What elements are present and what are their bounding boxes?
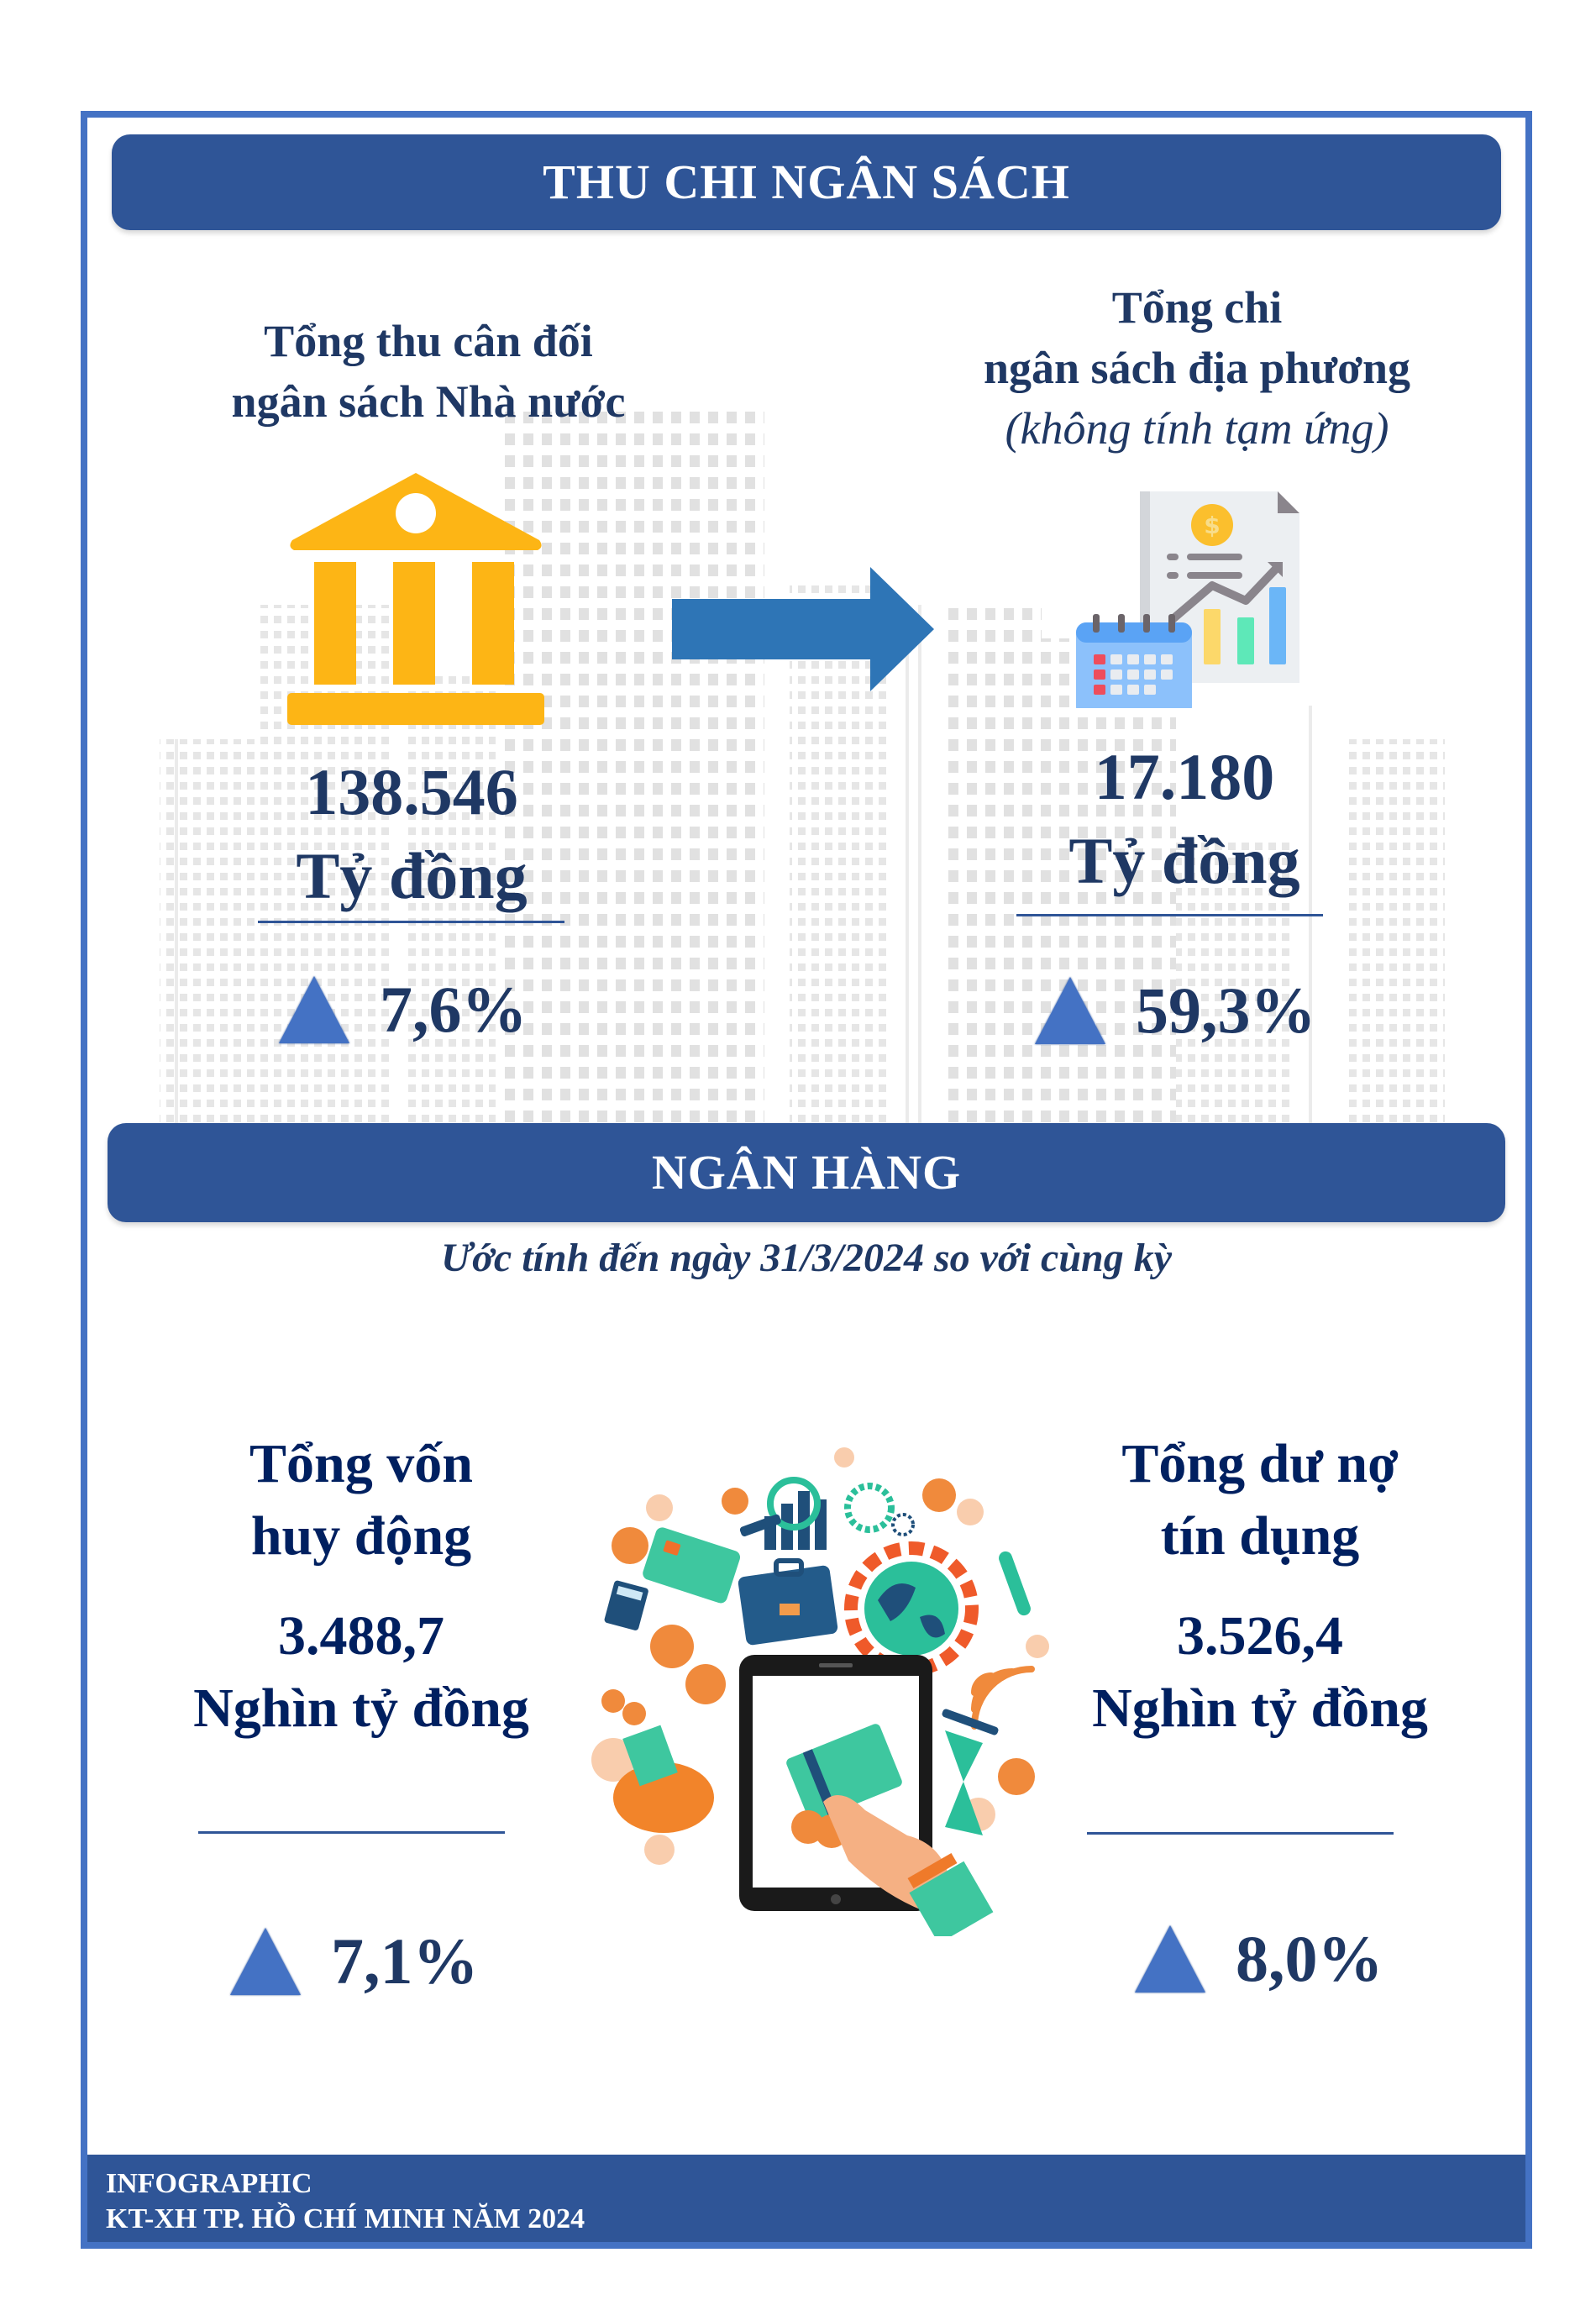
up-triangle-icon xyxy=(279,976,349,1043)
budget-expenditure-value xyxy=(1012,735,1357,903)
divider-line xyxy=(1016,914,1323,916)
divider-line xyxy=(1087,1832,1394,1835)
title-line: ngân sách Nhà nước xyxy=(231,376,626,427)
budget-revenue-value xyxy=(244,750,580,918)
section-header-budget-label: THU CHI NGÂN SÁCH xyxy=(543,155,1070,209)
title-line: tín dụng xyxy=(1160,1505,1360,1567)
title-line: Tổng thu cân đối xyxy=(264,316,593,366)
title-line: Tổng dư nợ xyxy=(1121,1433,1399,1494)
title-line: huy động xyxy=(250,1505,472,1567)
budget-revenue-growth xyxy=(279,973,528,1046)
divider-line xyxy=(198,1831,505,1834)
value-unit: Nghìn tỷ đồng xyxy=(1092,1678,1428,1739)
value-number: 3.526,4 xyxy=(1177,1605,1343,1667)
footer-banner xyxy=(87,2155,1525,2242)
section-header-banking xyxy=(108,1123,1505,1222)
credit-growth xyxy=(1135,1922,1383,1995)
section-header-banking-label: NGÂN HÀNG xyxy=(651,1145,962,1200)
value-unit: Nghìn tỷ đồng xyxy=(193,1678,529,1739)
section-header-budget xyxy=(112,134,1501,230)
title-note: (không tính tạm ứng) xyxy=(1005,403,1389,454)
budget-revenue-title xyxy=(185,311,672,432)
growth-percent: 59,3% xyxy=(1136,974,1316,1047)
value-number: 3.488,7 xyxy=(278,1605,444,1667)
footer-line: KT-XH TP. HỒ CHÍ MINH NĂM 2024 xyxy=(106,2203,585,2234)
value-number: 17.180 xyxy=(1094,740,1275,813)
growth-percent: 7,6% xyxy=(380,973,528,1046)
value-unit: Tỷ đồng xyxy=(296,839,528,912)
growth-percent: 8,0% xyxy=(1236,1922,1383,1995)
deposits-title xyxy=(151,1428,571,1573)
divider-line xyxy=(258,921,564,923)
right-arrow-icon xyxy=(672,567,934,691)
banking-subtitle: Ước tính đến ngày 31/3/2024 so với cùng kỳ xyxy=(440,1236,1173,1280)
financial-report-calendar-icon xyxy=(1063,481,1302,708)
deposits-growth xyxy=(230,1924,479,1998)
value-unit: Tỷ đồng xyxy=(1068,824,1300,897)
value-number: 138.546 xyxy=(305,755,518,828)
fintech-tablet-payment-illustration xyxy=(588,1441,1058,1936)
title-line: Tổng chi xyxy=(1111,282,1283,333)
up-triangle-icon xyxy=(1035,977,1105,1044)
svg-text:$: $ xyxy=(1204,512,1221,539)
title-line: ngân sách địa phương xyxy=(983,343,1411,393)
budget-expenditure-growth xyxy=(1035,974,1316,1047)
growth-percent: 7,1% xyxy=(331,1924,479,1998)
footer-line: INFOGRAPHIC xyxy=(106,2168,312,2199)
credit-title xyxy=(1058,1428,1462,1573)
bank-building-icon xyxy=(286,473,546,730)
title-line: Tổng vốn xyxy=(249,1433,473,1494)
deposits-value xyxy=(151,1600,571,1745)
budget-expenditure-title xyxy=(916,277,1478,459)
up-triangle-icon xyxy=(1135,1925,1205,1993)
up-triangle-icon xyxy=(230,1928,301,1995)
credit-value xyxy=(1058,1600,1462,1745)
